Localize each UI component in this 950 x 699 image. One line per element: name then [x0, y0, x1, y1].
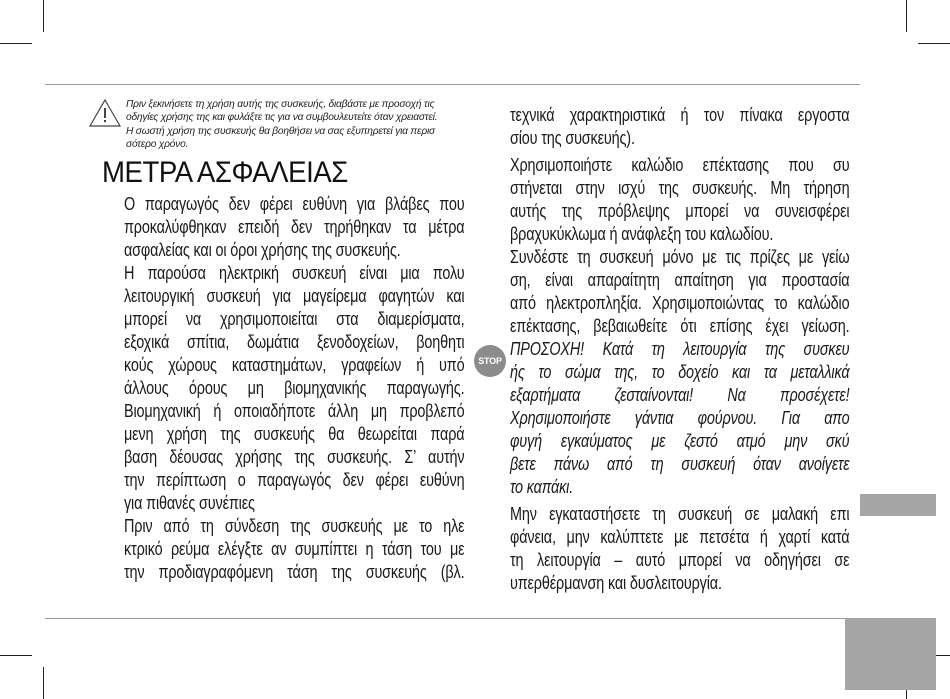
text-line: Ο παραγωγός δεν φέρει ευθύνη για βλάβες που — [124, 193, 465, 214]
text-line: Η παρούσα ηλεκτρική συσκευή είναι μια πολυ — [124, 262, 465, 283]
paragraph — [510, 153, 850, 245]
text-line: φάνεια, μην καλύπτετε με πετσέτα ή χαρτί κατά — [510, 526, 850, 547]
text-line: λειτουργική συσκευή για μαγείρεμα φαγητών και — [124, 285, 465, 306]
text-line: κούς χώρους καταστημάτων, γραφείων ή υπό — [124, 354, 465, 375]
paragraph — [124, 261, 465, 514]
warning-triangle-icon — [88, 98, 122, 128]
text-line: προκαλύφθηκαν επειδή δεν τηρήθηκαν τα μέτρα — [124, 216, 465, 237]
header-rule — [45, 84, 860, 85]
text-line: αυτής της πρόβλεψης μπορεί να συνεισφέρει — [510, 200, 850, 221]
caution-paragraph — [510, 337, 850, 498]
text-line: Πριν από τη σύνδεση της συσκευής με το ηλε — [124, 515, 465, 536]
text-line: Μην εγκαταστήσετε τη συσκευή σε μαλακή επι — [510, 503, 850, 524]
text-line: Βιομηχανική ή οποιαδήποτε άλλη μη προβλεπό — [124, 400, 465, 421]
warning-line: οδηγίες χρήσης της και φυλάξτε τις για να συμβουλευτείτε όταν χρειαστεί. — [126, 112, 438, 124]
text-line: επέκτασης, βεβαιωθείτε ότι επίσης έχει γείωση. — [510, 315, 850, 336]
text-line: Χρησιμοποιήστε γάντια φούρνου. Για απο — [510, 407, 850, 428]
paragraph — [510, 103, 850, 149]
language-tab-marker — [860, 494, 936, 516]
text-line: ασφαλείας και οι όροι χρήσης της συσκευής. — [124, 239, 401, 260]
text-line: ση, είναι απαραίτητη απαίτηση για προστασία — [510, 269, 850, 290]
text-line: Χρησιμοποιήστε καλώδιο επέκτασης που συ — [510, 154, 850, 175]
text-line: από ηλεκτροπληξία. Χρησιμοποιώντας το καλώδιο — [510, 292, 850, 313]
text-line: τεχνικά χαρακτηριστικά ή τον πίνακα εργοστα — [510, 104, 850, 125]
crop-mark — [0, 43, 32, 44]
text-line: για πιθανές συνέπιες — [124, 492, 255, 513]
page-number-tab — [845, 618, 936, 690]
text-line: άλλους όρους μη βιομηχανικής παραγωγής. — [124, 377, 465, 398]
text-line: μενη χρήση της συσκευής θα θεωρείται παρά — [124, 423, 465, 444]
crop-mark — [43, 0, 44, 32]
text-line: υπερθέρμανση και δυσλειτουργία. — [510, 572, 722, 593]
warning-notice — [88, 98, 468, 154]
warning-line: σότερο χρόνο. — [126, 138, 189, 150]
right-column — [510, 103, 850, 594]
crop-mark — [43, 667, 44, 699]
text-line: κτρικό ρεύμα ελέγξτε αν συμπίπτει η τάση του με — [124, 538, 465, 559]
text-line: σίου της συσκευής). — [510, 127, 635, 148]
text-line: βραχυκύκλωμα ή ανάφλεξη του καλωδίου. — [510, 223, 774, 244]
text-line: το καπάκι. — [510, 476, 574, 497]
footer-rule — [45, 618, 860, 619]
text-line: την περίπτωση ο παραγωγός δεν φέρει ευθύνη — [124, 469, 465, 490]
paragraph — [124, 514, 465, 583]
text-line: εξοχικά σπίτια, δωμάτια ξενοδοχείων, βοηθητι — [124, 331, 465, 352]
text-line: ΠΡΟΣΟΧΗ! Κατά τη λειτουργία της συσκευ — [510, 338, 850, 359]
text-line: εξαρτήματα ζεσταίνονται! Να προσέχετε! — [510, 384, 850, 405]
crop-mark — [0, 655, 32, 656]
text-line: την προδιαγραφόμενη τάση της συσκευής (βλ. — [124, 561, 465, 582]
warning-text — [126, 98, 466, 151]
paragraph — [124, 192, 465, 261]
warning-line: Πριν ξεκινήσετε τη χρήση αυτής της συσκευής, διαβάστε με προσοχή τις — [126, 99, 435, 110]
crop-mark — [906, 0, 907, 32]
text-line: βαση δέουσας χρήσης της συσκευής. Σ’ αυτήν — [124, 446, 465, 467]
paragraph — [510, 245, 850, 337]
section-heading: ΜΕΤΡΑ ΑΣΦΑΛΕΙΑΣ — [102, 156, 348, 189]
crop-mark — [918, 43, 950, 44]
text-line: μπορεί να χρησιμοποιείται στα διαμερίσματα, — [124, 308, 465, 329]
text-line: ής το σώμα της, το δοχείο και τα μεταλλικά — [510, 361, 850, 382]
text-line: τη λειτουργία – αυτό μπορεί να οδηγήσει σε — [510, 549, 850, 570]
text-line: φυγή εγκαύματος με ζεστό ατμό μην σκύ — [510, 430, 850, 451]
paragraph — [510, 502, 850, 594]
left-column — [124, 192, 465, 583]
stop-icon: STOP — [474, 345, 506, 377]
text-line: στήνεται στην ισχύ της συσκευής. Μη τήρηση — [510, 177, 850, 198]
text-line: βετε πάνω από τη συσκευή όταν ανοίγετε — [510, 453, 850, 474]
text-line: Συνδέστε τη συσκευή μόνο με τις πρίζες με γείω — [510, 246, 850, 267]
warning-line: Η σωστή χρήση της συσκευής θα βοηθήσει να σας εξυπηρετεί για περισ — [126, 125, 435, 137]
